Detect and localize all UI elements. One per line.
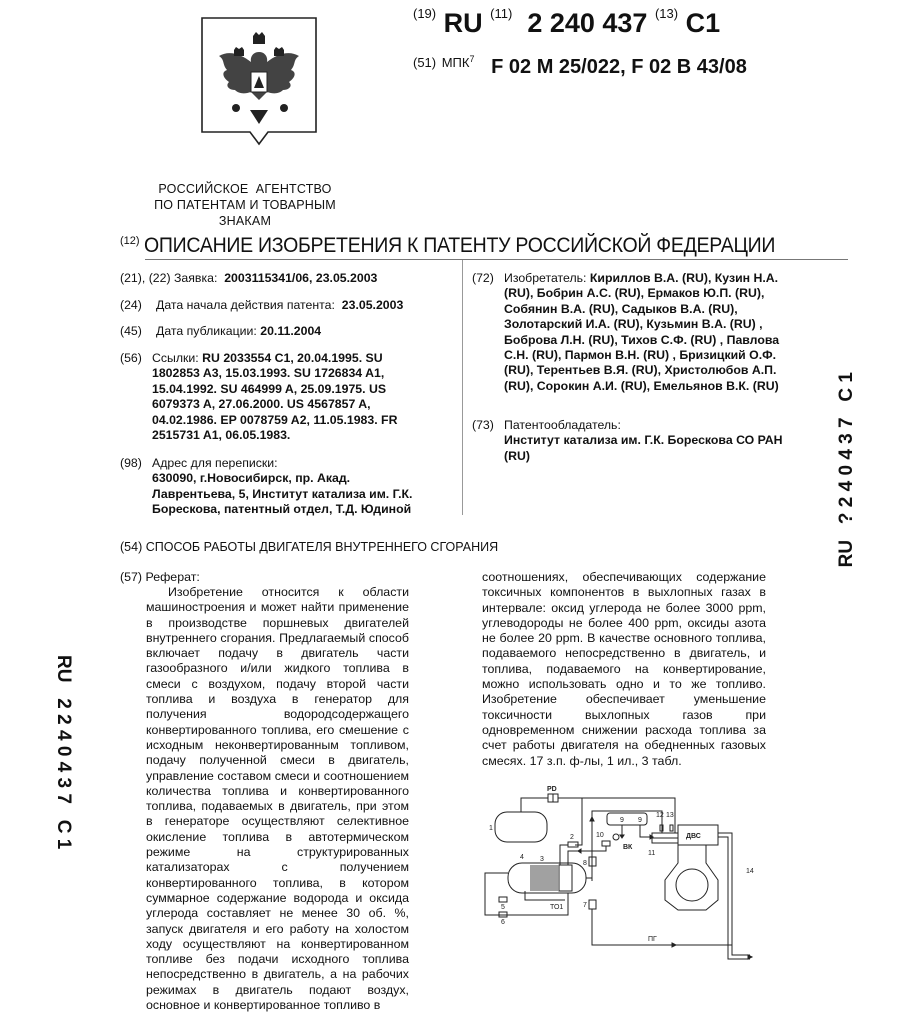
inid-code-98: (98): [120, 456, 142, 470]
agency-name: [130, 181, 360, 229]
column-divider: [462, 260, 463, 515]
agency-line-1: РОССИЙСКОЕ АГЕНТСТВО: [158, 182, 332, 196]
references-label: Ссылки:: [152, 351, 199, 365]
label-7: 7: [583, 902, 587, 909]
label-pg: ПГ: [648, 936, 657, 943]
label-8: 8: [583, 860, 587, 867]
agency-line-2: ПО ПАТЕНТАМ И ТОВАРНЫМ ЗНАКАМ: [154, 198, 336, 228]
label-12: 12: [656, 812, 664, 819]
patent-number-line: [413, 8, 720, 39]
inid-code-45: (45): [120, 324, 142, 338]
side-patent-number-right: RU ? 2 4 0 4 3 7 C 1: [836, 372, 857, 568]
inid-code-24: (24): [120, 298, 142, 312]
field-application: [120, 271, 450, 286]
kind-code: C1: [685, 8, 721, 38]
document-title: [120, 234, 823, 258]
valve-5: [499, 897, 507, 902]
references-value: RU 2033554 C1, 20.04.1995. SU 1802853 A3, 15.03.1993. SU 1726834 A1, 15.04.1992. SU 464999 A, 25.09.1975. US 6079373 A, 27.06.2000. US 4567857 A, 04.02.1986. EP 0078759 A2, 11.05.1983. FR 2515731 A1, 06.05.1983.: [152, 351, 398, 443]
inid-code-57: (57): [120, 570, 143, 584]
inventors-value: Кириллов В.А. (RU), Кузин Н.А. (RU), Бобрин А.С. (RU), Ермаков Ю.П. (RU), Собянин В.А. (RU), Садыков В.А. (RU), Золотарский И.А. (RU), Кузьмин В.А. (RU) , Боброва Л.Н. (RU), Тихов С.Ф. (RU) , Павлова С.Н. (RU), Пармон В.Н. (RU) , Бризицкий О.Ф. (RU), Терентьев В.Я. (RU), Христолюбов А.П. (RU), Сорокин А.И. (RU), Емельянов В.К. (RU): [504, 271, 780, 393]
invention-title-text: СПОСОБ РАБОТЫ ДВИГАТЕЛЯ ВНУТРЕННЕГО СГОРАНИЯ: [145, 540, 499, 554]
valve-7: [589, 900, 596, 909]
abstract-text-left: [146, 585, 409, 1013]
field-inventors: [472, 271, 790, 394]
label-pd: PD: [547, 786, 557, 793]
address-label: Адрес для переписки:: [152, 456, 278, 470]
address-value: 630090, г.Новосибирск, пр. Акад. Лаврентьева, 5, Институт катализа им. Г.К. Борескова, патентный отдел, Т.Д. Юдиной: [152, 471, 413, 517]
inid-code-12: (12): [120, 235, 140, 247]
owner-label: Патентообладатель:: [504, 418, 621, 432]
label-13: 13: [666, 812, 674, 819]
field-publication-date: [120, 324, 450, 339]
title-divider: [145, 259, 848, 260]
abstract-text-right: [482, 570, 766, 769]
document-title-text: ОПИСАНИЕ ИЗОБРЕТЕНИЯ К ПАТЕНТУ РОССИЙСКОЙ ФЕДЕРАЦИИ: [144, 234, 776, 257]
label-6: 6: [501, 919, 505, 926]
inid-code-21-22: (21), (22): [120, 271, 171, 285]
inventors-label: Изобретатель:: [504, 271, 587, 285]
label-to1: ТО1: [550, 904, 564, 911]
owner-value: Институт катализа им. Г.К. Борескова СО РАН (RU): [504, 433, 783, 463]
label-9b: 9: [638, 817, 642, 824]
label-10: 10: [596, 832, 604, 839]
coat-of-arms-emblem: [198, 14, 320, 152]
engine-crank-circle: [676, 869, 708, 901]
field-address: [120, 456, 430, 518]
field-references: [120, 351, 422, 443]
inid-code-54: (54): [120, 540, 143, 554]
inid-code-73: (73): [472, 418, 494, 432]
patent-number: 2 240 437: [527, 8, 648, 38]
country-code: RU: [443, 8, 483, 38]
side-patent-number-left: RU 2 2 4 0 4 3 7 C 1: [53, 655, 74, 850]
label-2: 2: [570, 834, 574, 841]
abstract-heading: [120, 570, 200, 585]
label-3: 3: [540, 856, 544, 863]
publication-label: Дата публикации:: [156, 324, 257, 338]
ipc-label: МПК: [441, 55, 470, 70]
label-14: 14: [746, 868, 754, 875]
inid-code-11: (11): [490, 6, 513, 21]
inid-code-19: (19): [413, 6, 437, 21]
inid-code-13: (13): [654, 6, 679, 21]
pipe: [521, 798, 548, 812]
abstract-label: Реферат:: [145, 570, 200, 584]
inid-code-56: (56): [120, 351, 142, 365]
ipc-edition: 7: [469, 54, 475, 64]
label-dvs: ДВС: [686, 833, 701, 840]
field-start-date: [120, 298, 450, 313]
engine-schematic-diagram: [480, 785, 780, 985]
label-1: 1: [489, 825, 493, 832]
label-11: 11: [648, 850, 656, 857]
inid-code-72: (72): [472, 271, 494, 285]
ipc-classes: F 02 M 25/022, F 02 B 43/08: [491, 56, 747, 78]
label-5: 5: [501, 904, 505, 911]
inid-code-51: (51): [413, 55, 437, 70]
valve-10: [602, 841, 610, 846]
invention-title: [120, 540, 498, 554]
start-date-value: 23.05.2003: [341, 298, 404, 312]
ipc-line: [413, 56, 747, 79]
start-date-label: Дата начала действия патента:: [156, 298, 335, 312]
fuel-tank: [495, 812, 547, 842]
application-value: 2003115341/06, 23.05.2003: [224, 271, 378, 285]
label-bk: ВК: [623, 844, 633, 851]
label-9a: 9: [620, 817, 624, 824]
abstract-left-paragraph: Изобретение относится к области машиностроения и может найти применение в производстве поршневых двигателей внутреннего сгорания. Предлагаемый способ включает подачу в двигатель части газообразного и/или жидкого топлива в смеси с воздухом, подачу второй части топлива и воздуха в генератор для получения водородсодержащего конвертированного топлива, его смешение с исходным неконвертированным топливом, подачу полученной смеси в двигатель, управление составом смеси и соотношением количества топлива и конвертированного топлива, подаваемых в двигатель, при этом в генераторе осуществляют селективное окисление топлива в автотермическом режиме на структурированных катализаторах с получением конвертированного топлива, в котором суммарное содержание водорода и оксида углерода составляет не менее 30 об. %, запуск двигателя и его работу на холостом ходу осуществляют на конвертированном топливе без подачи исходного топлива непосредственно в двигатель, а на рабочих режимах в двигатель подают воздух, основное и конвертированное топливо в: [146, 585, 409, 1013]
label-4: 4: [520, 854, 524, 861]
publication-value: 20.11.2004: [260, 324, 322, 338]
abstract-right-paragraph: соотношениях, обеспечивающих содержание токсичных компонентов в выхлопных газах в интервале: оксид углерода не более 3000 ppm, углеводороды не более 400 ppm, оксиды азота не более 20 ppm. В качестве основного топлива, подаваемого непосредственно в двигатель, и топлива, подаваемого на конвертирование, можно использовать одно и то же топливо. Изобретение обеспечивает уменьшение токсичности выхлопных газов при одновременном снижении расхода топлива за счет работы двигателя на обедненных газовых смесях. 17 з.п. ф-лы, 1 ил., 3 табл.: [482, 570, 766, 768]
application-label: Заявка:: [174, 271, 218, 285]
field-patent-owner: [472, 418, 790, 464]
